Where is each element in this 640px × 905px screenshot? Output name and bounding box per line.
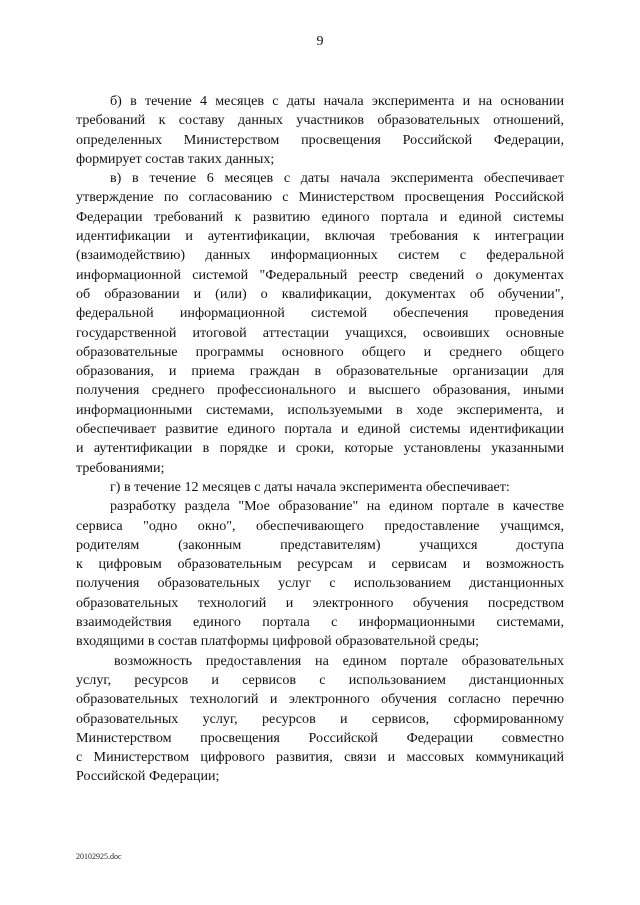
text-line: образовательных технологий и электронного обучения согласно перечню (76, 691, 564, 708)
text-line: образования, и приема граждан в образовательные организации для (76, 363, 564, 380)
text-line: определенных Министерством просвещения Российской Федерации, (76, 131, 564, 148)
text-line: Министерством просвещения Российской Федерации совместно (76, 729, 564, 746)
text-line: получения образовательных услуг с использованием дистанционных (76, 575, 564, 592)
paragraph-g (76, 478, 564, 497)
text-line: требованиями; (76, 459, 165, 476)
text-line: услуг, ресурсов и сервисов с использованием дистанционных (76, 671, 564, 688)
text-line: родителям (законным представителям) учащихся доступа (76, 536, 564, 553)
text-line: (взаимодействию) данных информационных систем с федеральной (76, 247, 564, 264)
text-line: образовательных технологий и электронного обучения посредством (76, 594, 564, 611)
text-line: образовательных услуг, ресурсов и сервисов, сформированному (76, 710, 564, 727)
text-line: разработку раздела "Мое образование" на едином портале в качестве (110, 498, 564, 515)
paragraph-b (76, 92, 564, 169)
text-line: Федерации требований к развитию единого портала и единой системы (76, 208, 564, 225)
text-line: обеспечивает развитие единого портала и единой системы идентификации (76, 421, 564, 438)
text-line: взаимодействия единого портала с информационными системами, (76, 614, 564, 631)
text-line: и аутентификации в порядке и сроки, которые установлены указанными (76, 440, 564, 457)
text-line: получения среднего профессионального и высшего образования, иными (76, 382, 564, 399)
footer-filename: 20102925.doc (76, 852, 122, 861)
text-line: требований к составу данных участников образовательных отношений, (76, 112, 564, 129)
document-body (76, 92, 564, 787)
paragraph-v (76, 169, 564, 478)
text-line: сервиса "одно окно", обеспечивающего предоставление учащимся, (76, 517, 564, 534)
text-line: входящими в состав платформы цифровой образовательной среды; (76, 633, 480, 650)
text-line: б) в течение 4 месяцев с даты начала эксперимента и на основании (110, 93, 564, 109)
page-number: 9 (316, 34, 324, 49)
text-line: Российской Федерации; (76, 768, 220, 785)
text-line: информационными системами, используемыми в ходе эксперимента, и (76, 401, 564, 418)
text-line: образовательные программы основного общего и среднего общего (76, 343, 564, 360)
paragraph-development (76, 497, 564, 651)
text-line: информационной системой "Федеральный реестр сведений о документах (76, 266, 564, 283)
text-line: возможность предоставления на едином портале образовательных (114, 652, 564, 669)
text-line: идентификации и аутентификации, включая требования к интеграции (76, 228, 564, 245)
text-line: к цифровым образовательным ресурсам и сервисам и возможность (76, 556, 564, 573)
text-line: государственной итоговой аттестации учащихся, освоивших основные (76, 324, 564, 341)
paragraph-possibility (76, 652, 564, 787)
text-line: об образовании и (или) о квалификации, документах об обучении", (76, 285, 564, 302)
text-line: формирует состав таких данных; (76, 150, 275, 167)
text-line: с Министерством цифрового развития, связи и массовых коммуникаций (76, 749, 564, 766)
text-line: утверждение по согласованию с Министерством просвещения Российской (76, 189, 564, 206)
text-line: в) в течение 6 месяцев с даты начала эксперимента обеспечивает (110, 170, 564, 187)
text-line: федеральной информационной системой обеспечения проведения (76, 305, 564, 322)
text-line: г) в течение 12 месяцев с даты начала эксперимента обеспечивает: (110, 478, 510, 495)
